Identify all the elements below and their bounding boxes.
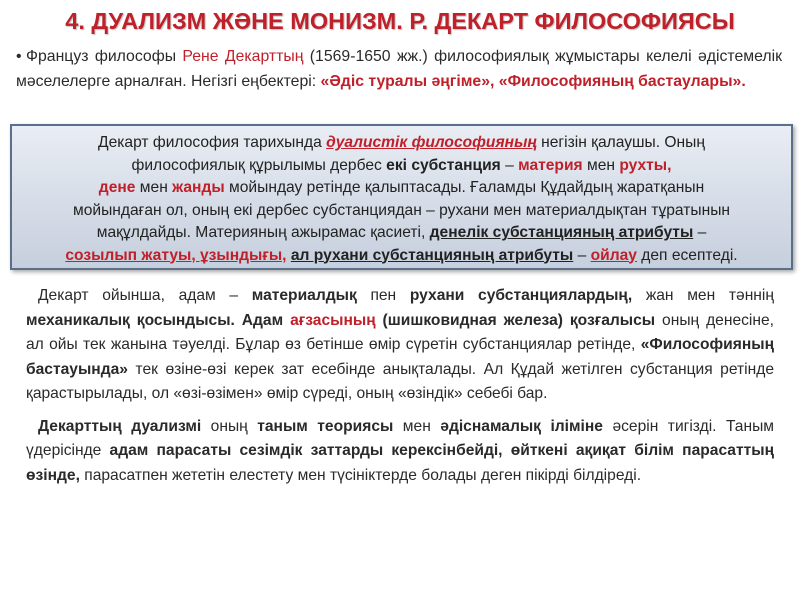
box-text: мен (582, 156, 620, 174)
text-run (376, 312, 383, 329)
text-run: оның (201, 417, 258, 435)
box-text: мойындаған ол, оның екі дербес субстанциядан – рухани мен материалдықтан тұратынын (72, 201, 731, 219)
body-text (26, 284, 774, 488)
text-run: парасатпен жететін елестету мен түсініктерде болады деген пікірді білдіреді. (79, 466, 642, 484)
text-run: мен (393, 417, 441, 435)
main-works: «Әдіс туралы әңгіме», «Философияның бастаулары». (320, 73, 746, 90)
bold-term: әдіснамалық іліміне (440, 417, 603, 435)
paragraph-knowledge-theory (26, 415, 774, 489)
paragraph-human-dualism (26, 284, 774, 407)
highlight-term: рухты, (619, 156, 672, 174)
bold-term: «Философияның бастауында» (26, 336, 774, 378)
box-text: – (500, 156, 519, 174)
box-line (16, 177, 787, 200)
intro-text: (1569-1650 жж.) философиялық жұмыстары келелі әдістемелік мәселелерге арналған. Негізгі еңбектері: (16, 48, 782, 90)
highlight-term: созылып жатуы, ұзындығы, (65, 246, 287, 264)
bold-term: рухани субстанциялардың, (409, 287, 633, 304)
highlight-term: жанды (172, 179, 225, 196)
box-text: мен (135, 179, 173, 196)
text-run: оның денесіне, ал ойы тек жанына тәуелді. Бұлар өз бетінше өмір сүретін субстанциялар ретінде, (26, 311, 775, 353)
dualism-summary-box (10, 124, 793, 270)
text-run: әсерін тигізді. Таным үдерісінде (26, 417, 775, 459)
box-text: Декарт философия тарихында (98, 134, 327, 151)
intro-text: Француз философы (26, 48, 183, 65)
slide-title: 4. ДУАЛИЗМ ЖӘНЕ МОНИЗМ. Р. ДЕКАРТ ФИЛОСОФИЯСЫ (65, 8, 735, 34)
box-line (16, 200, 787, 223)
bold-term: механикалық қосындысы. Адам (26, 311, 284, 329)
box-line (16, 155, 787, 178)
bold-term: адам парасаты сезімдік заттарды керексінбейді, өйткені ақиқат білім парасаттың өзінде, (26, 442, 774, 484)
box-text: негізін қалаушы. Оның (536, 134, 705, 151)
bold-term: (шишковидная железа) қозғалысы (382, 311, 656, 329)
highlight-term: ағзасының (290, 311, 376, 329)
box-text: мақұлдайды. Материяның ажырамас қасиеті, (96, 224, 430, 241)
text-run: тек өзіне-өзі керек зат есебінде анықталады. Ал Құдай жетілген субстанция ретінде қарастырылады, ол «өзі-өзімен» өмір сүреді, оның «өзіндік» себебі бар. (26, 360, 774, 402)
box-text: – (573, 246, 591, 264)
intro-paragraph (16, 44, 782, 94)
highlight-term: дене (98, 179, 136, 196)
box-line (16, 245, 787, 268)
bold-term: таным теориясы (257, 417, 394, 435)
text-run: Декарт ойынша, адам – (38, 287, 252, 304)
text-run: жан мен тәннің (632, 287, 774, 304)
highlight-term: ойлау (590, 246, 637, 264)
box-text: философиялық құрылымы дербес (131, 156, 387, 174)
highlight-term: екі субстанция (386, 156, 501, 174)
bullet-mark: • (16, 48, 22, 65)
box-text: деп есептеді. (636, 246, 738, 264)
bold-term: материалдық (251, 287, 357, 304)
box-line (16, 222, 787, 245)
bold-term: Декарттың дуализмі (38, 417, 202, 435)
highlight-term: дуалистік философияның (326, 134, 537, 151)
box-text: мойындау ретінде қалыптасады. Ғаламды Құдайдың жаратқанын (224, 179, 705, 196)
descartes-name: Рене Декарттың (182, 48, 304, 65)
highlight-term: ал рухани субстанцияның атрибуты (290, 246, 574, 264)
text-run: пен (356, 287, 410, 304)
box-line (16, 132, 787, 155)
highlight-term: материя (518, 156, 583, 174)
highlight-term: денелік субстанцияның атрибуты (429, 224, 694, 241)
box-text: – (693, 224, 707, 241)
